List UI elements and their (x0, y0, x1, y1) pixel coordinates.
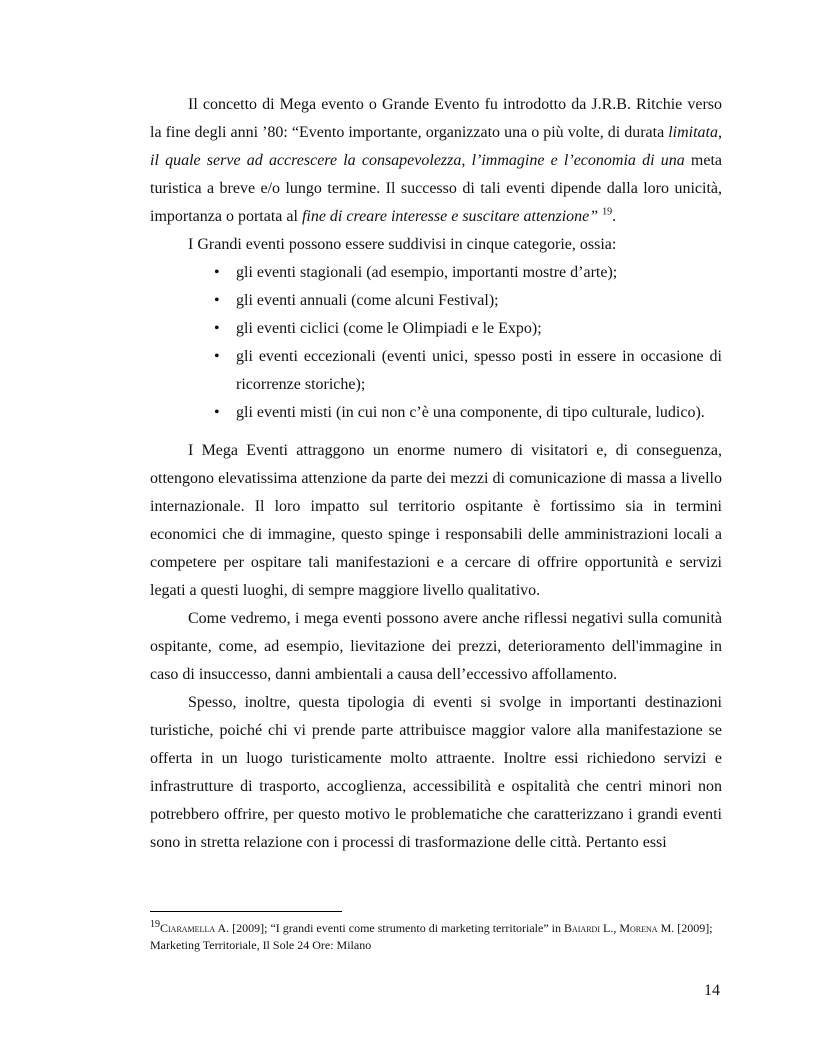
list-item (214, 343, 722, 399)
footnote-author: Baiardi (564, 921, 600, 935)
categories-list (150, 259, 722, 427)
text: Il concetto di Mega evento o Grande Evento fu introdotto da J.R.B. Ritchie verso la fine degli anni ’80: “Evento importante, organizzato una o più volte, di durata (150, 96, 722, 141)
footnote-text: A. [2009]; “I grandi eventi come strumento di marketing territoriale” in (215, 921, 564, 935)
footnote-number: 19 (150, 919, 160, 930)
body-text (150, 91, 722, 857)
paragraph-mega-event-definition (150, 91, 722, 231)
footnote-text: L., (600, 921, 620, 935)
list-item (214, 315, 722, 343)
list-item (214, 259, 722, 287)
list-item-text: gli eventi misti (in cui non c’è una componente, di tipo culturale, ludico). (236, 404, 705, 421)
paragraph-destinations: Spesso, inoltre, questa tipologia di eventi si svolge in importanti destinazioni turistiche, poiché chi vi prende parte attribuisce maggior valore alla manifestazione se offerta in un luogo turisticamente molto attraente. Inoltre essi richiedono servizi e infrastrutture di trasporto, accoglienza, accessibilità e ospitalità che centri minori non potrebbero offrire, per questo motivo le problematiche che caratterizzano i grandi eventi sono in stretta relazione con i processi di trasformazione delle città. Pertanto essi (150, 694, 722, 851)
text: . (612, 208, 617, 225)
paragraph-categories-intro: I Grandi eventi possono essere suddivisi in cinque categorie, ossia: (188, 236, 617, 253)
bullet-icon: • (214, 320, 220, 337)
italic-quote: fine di creare interesse e suscitare attenzione” (301, 208, 599, 225)
list-item (214, 287, 722, 315)
footnote-reference: 19 (602, 206, 613, 218)
footnote-author: Ciaramella (160, 921, 216, 935)
bullet-icon: • (214, 264, 220, 281)
list-item-text: gli eventi ciclici (come le Olimpiadi e le Expo); (236, 320, 542, 337)
italic-quote: limitata, il quale serve ad accrescere la consapevolezza, l’immagine e l’economia di una (150, 124, 722, 169)
footnote-author: Morena (619, 921, 658, 935)
bullet-icon: • (214, 292, 220, 309)
footnote (150, 920, 722, 954)
bullet-icon: • (214, 348, 220, 365)
list-item (214, 399, 722, 427)
paragraph-mega-events-impact: I Mega Eventi attraggono un enorme numero di visitatori e, di conseguenza, ottengono elevatissima attenzione da parte dei mezzi di comunicazione di massa a livello internazionale. Il loro impatto sul territorio ospitante è fortissimo sia in termini economici che di immagine, questo spinge i responsabili delle amministrazioni locali a competere per ospitare tali manifestazioni e a cercare di offrire opportunità e servizi legati a questi luoghi, di sempre maggiore livello qualitativo. (150, 442, 722, 599)
list-item-text: gli eventi eccezionali (eventi unici, spesso posti in essere in occasione di ricorrenze storiche); (236, 348, 722, 393)
list-item-text: gli eventi annuali (come alcuni Festival); (236, 292, 499, 309)
text: meta turistica a breve e/o lungo termine. Il successo di tali eventi dipende dalla loro unicità, importanza o portata al (150, 152, 723, 225)
bullet-icon: • (214, 404, 220, 421)
paragraph-negative-effects: Come vedremo, i mega eventi possono avere anche riflessi negativi sulla comunità ospitante, come, ad esempio, lievitazione dei prezzi, deterioramento dell'immagine in caso di insuccesso, danni ambientali a causa dell’eccessivo affollamento. (150, 610, 722, 683)
page-number: 14 (704, 982, 720, 999)
footnote-text: M. [2009]; Marketing Territoriale, Il Sole 24 Ore: Milano (150, 921, 713, 952)
footnote-divider (150, 911, 342, 912)
list-item-text: gli eventi stagionali (ad esempio, importanti mostre d’arte); (236, 264, 618, 281)
